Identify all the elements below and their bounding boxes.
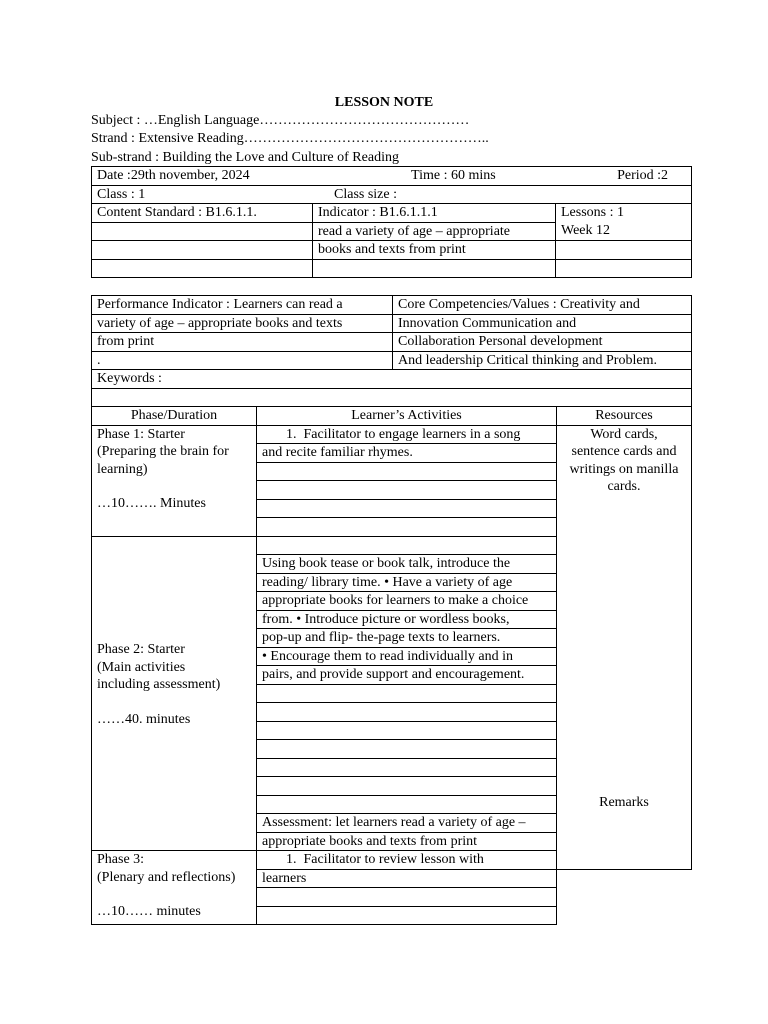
period-value: Period :2 xyxy=(617,168,669,183)
date-time-period-row xyxy=(92,167,692,186)
performance-line: variety of age – appropriate books and texts xyxy=(92,314,393,333)
empty-activity-row xyxy=(257,536,557,555)
phase-3-title: Phase 3: xyxy=(97,852,145,867)
content-standard-cell: Content Standard : B1.6.1.1. xyxy=(92,204,313,223)
class-value: Class : 1 xyxy=(97,186,146,202)
empty-cell xyxy=(556,241,692,260)
phase-3-cell xyxy=(92,851,257,925)
phase-2-activity: from. • Introduce picture or wordless books, xyxy=(257,610,557,629)
resources-header: Resources xyxy=(557,407,692,426)
time-value: Time : 60 mins xyxy=(411,168,496,183)
phase-duration-header: Phase/Duration xyxy=(92,407,257,426)
performance-table xyxy=(91,295,691,407)
performance-line: . xyxy=(92,351,393,370)
phase-1-desc: learning) xyxy=(97,461,148,477)
class-size-value: Class size : xyxy=(334,186,397,202)
empty-activity-row xyxy=(257,721,557,740)
resources-cell xyxy=(557,425,692,869)
phase-2-title: Phase 2: Starter xyxy=(97,642,185,658)
strand-line: Strand : Extensive Reading…………………………………………….. xyxy=(91,131,489,146)
empty-activity-row xyxy=(257,758,557,777)
core-line: Core Competencies/Values : Creativity and xyxy=(393,296,692,315)
empty-activity-row xyxy=(257,888,557,907)
phase-2-activity: • Encourage them to read individually and in xyxy=(257,647,557,666)
empty-cell xyxy=(556,259,692,278)
core-line: Collaboration Personal development xyxy=(393,333,692,352)
indicator-text-1: read a variety of age – appropriate xyxy=(313,222,556,241)
lessons-value: Lessons : 1 xyxy=(561,205,624,220)
empty-cell xyxy=(92,241,313,260)
empty-activity-row xyxy=(257,462,557,481)
activities-header: Learner’s Activities xyxy=(257,407,557,426)
phase-1-cell xyxy=(92,425,257,536)
core-line: Innovation Communication and xyxy=(393,314,692,333)
empty-row xyxy=(92,388,692,407)
indicator-cell: Indicator : B1.6.1.1.1 xyxy=(313,204,556,223)
phase-2-activity: appropriate books for learners to make a choice xyxy=(257,592,557,611)
empty-activity-row xyxy=(257,518,557,537)
subject-line: Subject : …English Language……………………………………… xyxy=(91,113,470,128)
phase-2-duration: ……40. minutes xyxy=(97,711,191,727)
phase-2-assessment: Assessment: let learners read a variety of age – xyxy=(257,814,557,833)
performance-line: from print xyxy=(92,333,393,352)
phase-1-desc: (Preparing the brain for xyxy=(97,444,229,459)
phase-1-activity: 1. Facilitator to engage learners in a song xyxy=(257,425,557,444)
phase-1-activity: and recite familiar rhymes. xyxy=(257,444,557,463)
lessons-cell xyxy=(556,204,692,241)
phase-2-desc: (Main activities xyxy=(97,659,186,675)
page-title: LESSON NOTE xyxy=(334,95,434,110)
empty-cell xyxy=(92,259,313,278)
lesson-info-table xyxy=(91,166,691,278)
phase-2-activity: Using book tease or book talk, introduce the xyxy=(257,555,557,574)
phase-2-activity: reading/ library time. • Have a variety of age xyxy=(257,573,557,592)
phase-3-activity: learners xyxy=(257,869,557,888)
substrand-line: Sub-strand : Building the Love and Culture of Reading xyxy=(91,150,399,165)
phase-1-title: Phase 1: Starter xyxy=(97,426,185,442)
phase-3-duration: …10…… minutes xyxy=(97,904,201,919)
indicator-text-2: books and texts from print xyxy=(313,241,556,260)
phase-3-desc: (Plenary and reflections) xyxy=(97,869,236,885)
empty-cell xyxy=(313,259,556,278)
empty-activity-row xyxy=(257,684,557,703)
remarks-label: Remarks xyxy=(599,794,649,810)
resource-line: sentence cards and xyxy=(571,444,677,459)
phases-table xyxy=(91,406,691,925)
empty-cell xyxy=(92,222,313,241)
empty-activity-row xyxy=(257,740,557,759)
date-value: Date :29th november, 2024 xyxy=(97,168,250,183)
resource-line: Word cards, xyxy=(590,426,658,442)
class-row xyxy=(92,185,692,204)
resource-line: cards. xyxy=(607,479,641,494)
core-line: And leadership Critical thinking and Problem. xyxy=(393,351,692,370)
performance-line: Performance Indicator : Learners can read a xyxy=(92,296,393,315)
phase-2-assessment: appropriate books and texts from print xyxy=(257,832,557,851)
phase-3-activity: 1. Facilitator to review lesson with xyxy=(257,851,557,870)
empty-activity-row xyxy=(257,481,557,500)
empty-activity-row xyxy=(257,703,557,722)
empty-activity-row xyxy=(257,777,557,796)
empty-activity-row xyxy=(257,499,557,518)
phase-2-cell xyxy=(92,536,257,851)
empty-activity-row xyxy=(257,795,557,814)
phase-2-activity: pop-up and flip- the-page texts to learners. xyxy=(257,629,557,648)
phase-1-duration: …10……. Minutes xyxy=(97,496,206,511)
resource-line: writings on manilla xyxy=(569,461,679,477)
keywords-cell: Keywords : xyxy=(92,370,692,389)
phase-2-desc: including assessment) xyxy=(97,677,221,693)
week-value: Week 12 xyxy=(561,222,611,238)
empty-activity-row xyxy=(257,906,557,925)
phase-2-activity: pairs, and provide support and encouragement. xyxy=(257,666,557,685)
